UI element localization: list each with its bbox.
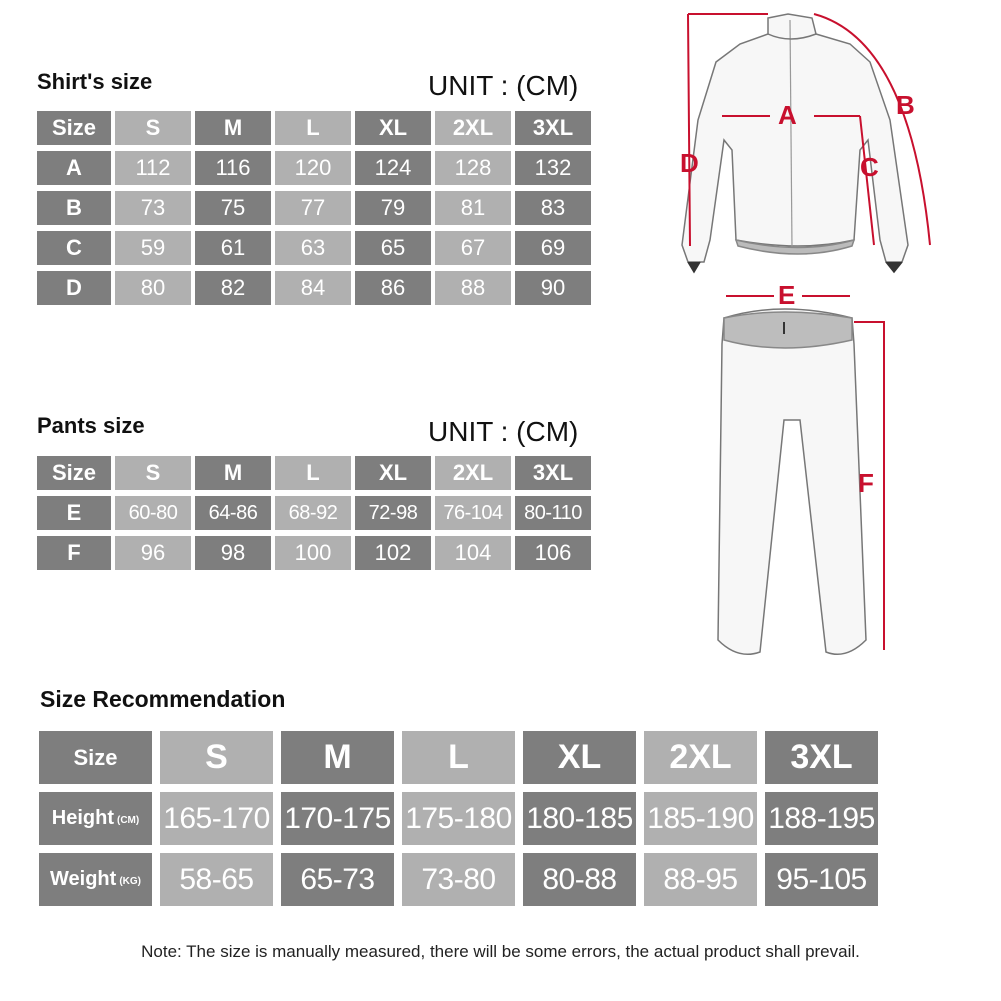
header-cell: Size <box>37 111 111 145</box>
table-cell: 75 <box>195 191 271 225</box>
row-label <box>39 853 152 906</box>
label-c: C <box>860 152 879 182</box>
table-cell: 98 <box>195 536 271 570</box>
table-cell: 72-98 <box>355 496 431 530</box>
header-cell: 3XL <box>515 456 591 490</box>
table-row <box>37 151 595 191</box>
table-header-row <box>39 731 886 792</box>
table-cell: 106 <box>515 536 591 570</box>
height-label: Height <box>51 807 114 829</box>
row-label: D <box>37 271 111 305</box>
header-cell: Size <box>39 731 152 784</box>
table-cell: 73 <box>115 191 191 225</box>
table-cell: 84 <box>275 271 351 305</box>
table-cell: 67 <box>435 231 511 265</box>
table-cell: 95-105 <box>765 853 878 906</box>
table-cell: 88 <box>435 271 511 305</box>
table-row <box>37 231 595 271</box>
header-cell: 2XL <box>435 456 511 490</box>
table-cell: 65 <box>355 231 431 265</box>
table-cell: 96 <box>115 536 191 570</box>
weight-label: Weight <box>50 868 117 890</box>
height-unit: (CM) <box>117 815 140 826</box>
table-cell: 76-104 <box>435 496 511 530</box>
table-cell: 185-190 <box>644 792 757 845</box>
table-cell: 58-65 <box>160 853 273 906</box>
pants-illustration <box>718 309 866 654</box>
header-cell: 3XL <box>765 731 878 784</box>
table-cell: 86 <box>355 271 431 305</box>
table-cell: 116 <box>195 151 271 185</box>
row-label <box>39 792 152 845</box>
pants-unit-label: UNIT : (CM) <box>428 416 579 447</box>
table-cell: 170-175 <box>281 792 394 845</box>
table-row <box>39 853 886 914</box>
header-cell: 2XL <box>435 111 511 145</box>
header-cell: L <box>275 111 351 145</box>
row-label: C <box>37 231 111 265</box>
table-row <box>37 536 595 576</box>
table-cell: 73-80 <box>402 853 515 906</box>
table-row <box>39 792 886 853</box>
shirt-unit-label: UNIT : (CM) <box>428 70 579 101</box>
header-cell: 3XL <box>515 111 591 145</box>
label-b: B <box>896 90 915 120</box>
table-cell: 61 <box>195 231 271 265</box>
table-cell: 59 <box>115 231 191 265</box>
pants-size-table <box>37 456 595 576</box>
table-cell: 90 <box>515 271 591 305</box>
table-cell: 83 <box>515 191 591 225</box>
table-cell: 68-92 <box>275 496 351 530</box>
row-label: A <box>37 151 111 185</box>
header-cell: 2XL <box>644 731 757 784</box>
table-cell: 80-88 <box>523 853 636 906</box>
table-cell: 65-73 <box>281 853 394 906</box>
table-cell: 188-195 <box>765 792 878 845</box>
header-cell: S <box>160 731 273 784</box>
label-e: E <box>778 280 796 310</box>
shirt-size-title: Shirt's size <box>37 69 153 94</box>
table-cell: 180-185 <box>523 792 636 845</box>
shirt-size-table <box>37 111 595 311</box>
label-f: F <box>858 468 874 498</box>
jacket-illustration <box>682 14 908 272</box>
size-recommendation-title: Size Recommendation <box>40 686 286 712</box>
table-cell: 165-170 <box>160 792 273 845</box>
table-cell: 128 <box>435 151 511 185</box>
table-cell: 69 <box>515 231 591 265</box>
table-cell: 64-86 <box>195 496 271 530</box>
header-cell: S <box>115 111 191 145</box>
table-cell: 88-95 <box>644 853 757 906</box>
table-header-row <box>37 111 595 151</box>
header-cell: XL <box>523 731 636 784</box>
table-cell: 82 <box>195 271 271 305</box>
weight-unit: (KG) <box>119 876 141 887</box>
table-cell: 112 <box>115 151 191 185</box>
row-label: B <box>37 191 111 225</box>
table-cell: 104 <box>435 536 511 570</box>
label-d: D <box>680 148 699 178</box>
table-cell: 102 <box>355 536 431 570</box>
table-cell: 81 <box>435 191 511 225</box>
table-cell: 175-180 <box>402 792 515 845</box>
table-cell: 120 <box>275 151 351 185</box>
table-header-row <box>37 456 595 496</box>
header-cell: Size <box>37 456 111 490</box>
table-cell: 124 <box>355 151 431 185</box>
table-cell: 79 <box>355 191 431 225</box>
table-cell: 60-80 <box>115 496 191 530</box>
table-row <box>37 496 595 536</box>
header-cell: M <box>195 456 271 490</box>
header-cell: M <box>195 111 271 145</box>
header-cell: XL <box>355 111 431 145</box>
measurement-diagram <box>640 0 960 680</box>
table-cell: 80-110 <box>515 496 591 530</box>
table-cell: 63 <box>275 231 351 265</box>
row-label: F <box>37 536 111 570</box>
label-a: A <box>778 100 797 130</box>
disclaimer-note: Note: The size is manually measured, there will be some errors, the actual product shall prevail. <box>141 942 860 961</box>
table-row <box>37 191 595 231</box>
header-cell: L <box>275 456 351 490</box>
table-cell: 80 <box>115 271 191 305</box>
table-cell: 77 <box>275 191 351 225</box>
table-row <box>37 271 595 311</box>
header-cell: S <box>115 456 191 490</box>
table-cell: 132 <box>515 151 591 185</box>
header-cell: M <box>281 731 394 784</box>
size-recommendation-table <box>39 731 886 914</box>
table-cell: 100 <box>275 536 351 570</box>
pants-size-title: Pants size <box>37 413 145 438</box>
header-cell: XL <box>355 456 431 490</box>
header-cell: L <box>402 731 515 784</box>
row-label: E <box>37 496 111 530</box>
